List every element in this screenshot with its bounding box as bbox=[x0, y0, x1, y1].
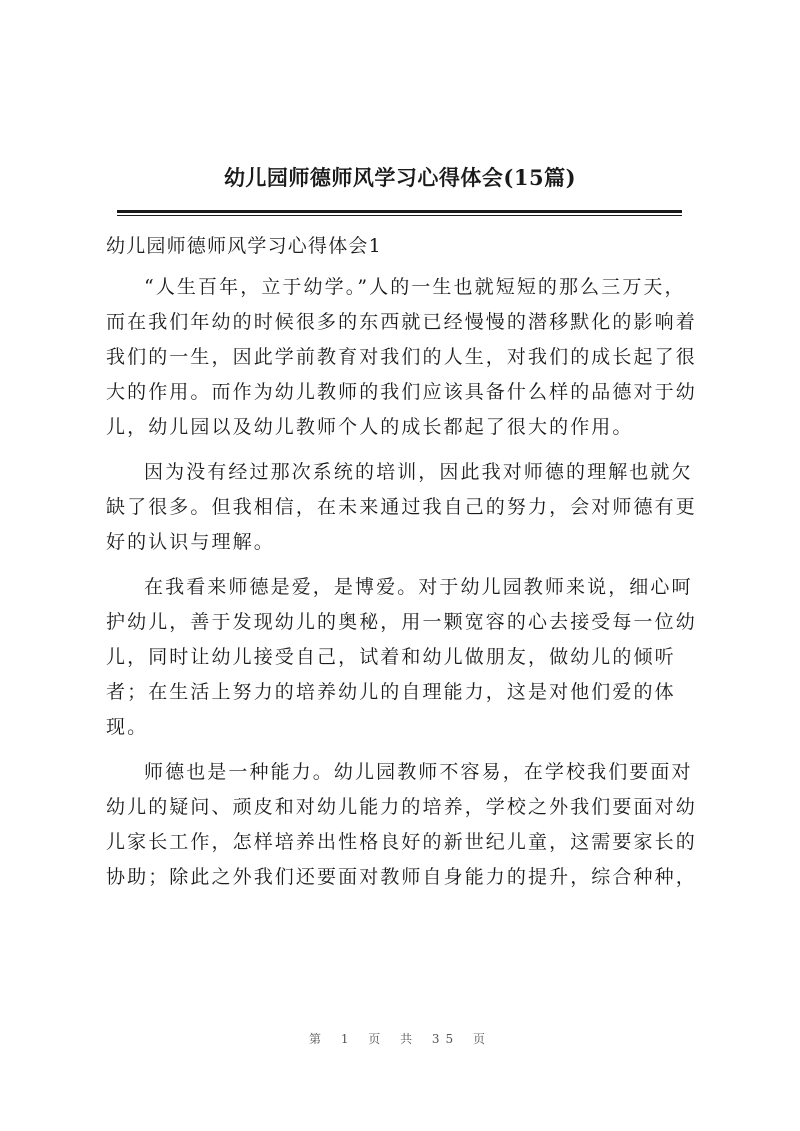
title-divider-thick bbox=[117, 210, 682, 213]
paragraph-2: 因为没有经过那次系统的培训，因此我对师德的理解也就欠缺了很多。但我相信，在未来通过我自己的努力，会对师德有更好的认识与理解。 bbox=[106, 461, 697, 553]
paragraph-1: “人生百年，立于幼学。”人的一生也就短短的那么三万天，而在我们年幼的时候很多的东西就已经慢慢的潜移默化的影响着我们的一生，因此学前教育对我们的人生，对我们的成长起了很大的作用。而作为幼儿教师的我们应该具备什么样的品德对于幼儿，幼儿园以及幼儿教师个人的成长都起了很大的作用。 bbox=[106, 276, 697, 438]
title-divider-thin bbox=[117, 215, 682, 216]
title-divider bbox=[117, 210, 682, 216]
paragraph-3: 在我看来师德是爱，是博爱。对于幼儿园教师来说，细心呵护幼儿，善于发现幼儿的奥秘，用一颗宽容的心去接受每一位幼儿，同时让幼儿接受自己，试着和幼儿做朋友，做幼儿的倾听者；在生活上努力的培养幼儿的自理能力，这是对他们爱的体现。 bbox=[106, 576, 697, 738]
paragraph-4: 师德也是一种能力。幼儿园教师不容易，在学校我们要面对幼儿的疑问、顽皮和对幼儿能力的培养，学校之外我们要面对幼儿家长工作，怎样培养出性格良好的新世纪儿童，这需要家长的协助；除此之外我们还要面对教师自身能力的提升，综合种种， bbox=[106, 761, 697, 888]
document-body bbox=[106, 229, 706, 905]
page-number-footer: 第 1 页 共 35 页 bbox=[309, 1032, 491, 1046]
document-title: 幼儿园师德师风学习心得体会(15篇) bbox=[223, 165, 577, 190]
section-heading: 幼儿园师德师风学习心得体会1 bbox=[106, 235, 382, 257]
